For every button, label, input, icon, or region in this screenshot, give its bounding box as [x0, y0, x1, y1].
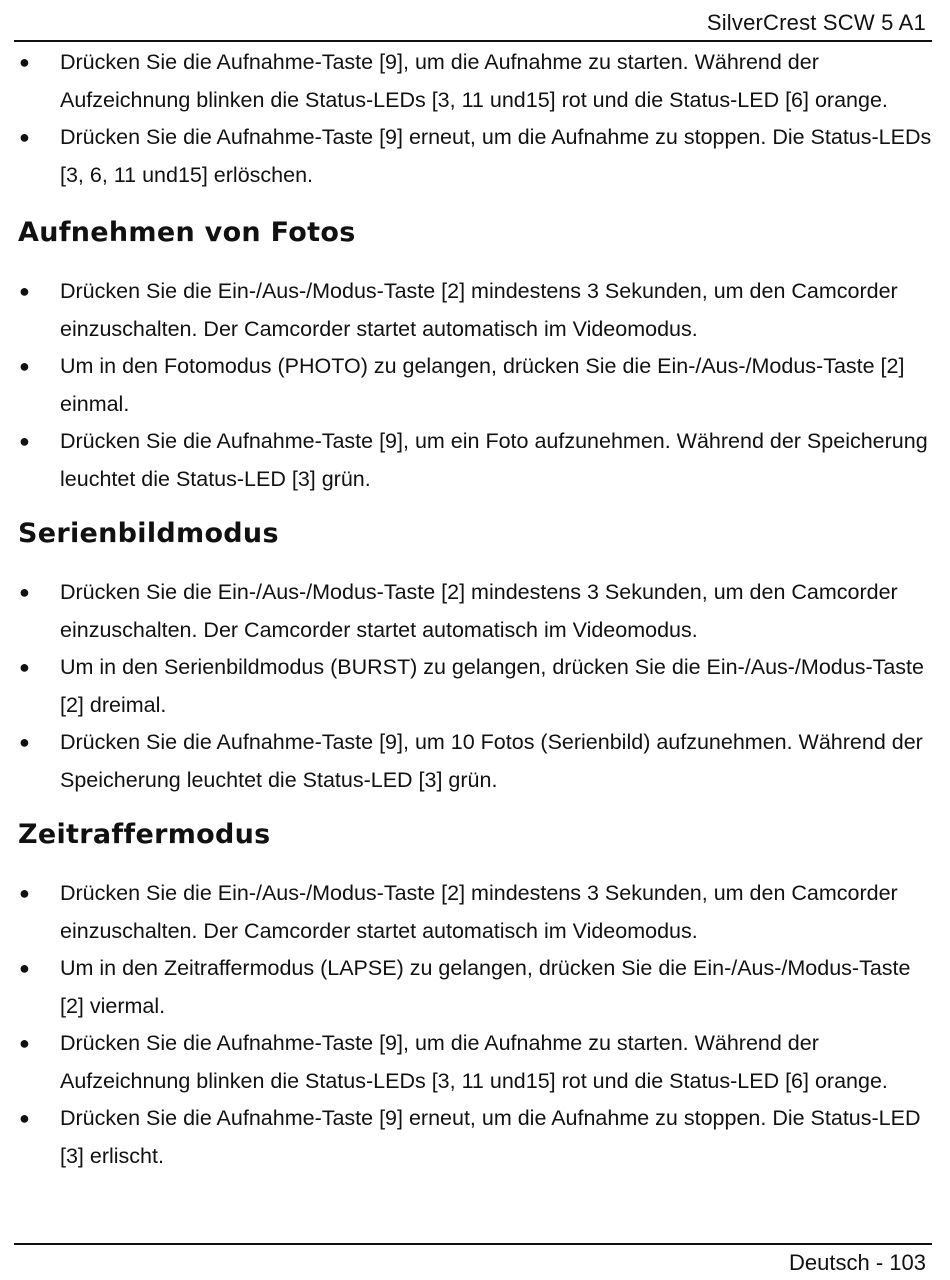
- bullet-icon: ●: [19, 582, 30, 602]
- serienbild-list: [18, 574, 932, 799]
- bullet-icon: ●: [19, 958, 30, 978]
- header-title: SilverCrest SCW 5 A1: [706, 10, 926, 35]
- bullet-icon: ●: [19, 281, 30, 301]
- footer-divider: [14, 1243, 932, 1245]
- intro-list: [18, 44, 932, 194]
- bullet-icon: ●: [19, 127, 30, 147]
- header-divider: [14, 40, 932, 42]
- list-item: ● Drücken Sie die Aufnahme-Taste [9] erneut, um die Aufnahme zu stoppen. Die Status-LEDs [3, 6, 11 und15] erlöschen.: [18, 119, 932, 194]
- section-heading-zeitraffer: Zeitraffermodus: [18, 819, 271, 850]
- list-item: ● Um in den Fotomodus (PHOTO) zu gelangen, drücken Sie die Ein-/Aus-/Modus-Taste [2] einmal.: [18, 348, 932, 423]
- bullet-icon: ●: [19, 356, 30, 376]
- list-item: ● Drücken Sie die Aufnahme-Taste [9], um ein Foto aufzunehmen. Während der Speicherung leuchtet die Status-LED [3] grün.: [18, 423, 932, 498]
- bullet-icon: ●: [19, 52, 30, 72]
- list-item: ● Drücken Sie die Aufnahme-Taste [9], um 10 Fotos (Serienbild) aufzunehmen. Während der Speicherung leuchtet die Status-LED [3] grün.: [18, 724, 932, 799]
- list-item: ● Um in den Zeitraffermodus (LAPSE) zu gelangen, drücken Sie die Ein-/Aus-/Modus-Taste [2] viermal.: [18, 950, 932, 1025]
- zeitraffer-list: [18, 875, 932, 1175]
- bullet-icon: ●: [19, 1033, 30, 1053]
- section-heading-serienbild: Serienbildmodus: [18, 518, 279, 549]
- list-item: ● Drücken Sie die Ein-/Aus-/Modus-Taste [2] mindestens 3 Sekunden, um den Camcorder einzuschalten. Der Camcorder startet automatisch im Videomodus.: [18, 875, 932, 950]
- fotos-list: [18, 273, 932, 498]
- list-item: ● Drücken Sie die Aufnahme-Taste [9], um die Aufnahme zu starten. Während der Aufzeichnung blinken die Status-LEDs [3, 11 und15] rot und die Status-LED [6] orange.: [18, 1025, 932, 1100]
- list-item: ● Drücken Sie die Aufnahme-Taste [9] erneut, um die Aufnahme zu stoppen. Die Status-LED [3] erlischt.: [18, 1100, 932, 1175]
- section-heading-fotos: Aufnehmen von Fotos: [18, 217, 356, 248]
- list-item: ● Drücken Sie die Ein-/Aus-/Modus-Taste [2] mindestens 3 Sekunden, um den Camcorder einzuschalten. Der Camcorder startet automatisch im Videomodus.: [18, 574, 932, 649]
- page-content: [18, 44, 932, 1175]
- bullet-icon: ●: [19, 883, 30, 903]
- bullet-icon: ●: [19, 657, 30, 677]
- list-item: ● Drücken Sie die Aufnahme-Taste [9], um die Aufnahme zu starten. Während der Aufzeichnung blinken die Status-LEDs [3, 11 und15] rot und die Status-LED [6] orange.: [18, 44, 932, 119]
- list-item: ● Drücken Sie die Ein-/Aus-/Modus-Taste [2] mindestens 3 Sekunden, um den Camcorder einzuschalten. Der Camcorder startet automatisch im Videomodus.: [18, 273, 932, 348]
- bullet-icon: ●: [19, 431, 30, 451]
- list-item: ● Um in den Serienbildmodus (BURST) zu gelangen, drücken Sie die Ein-/Aus-/Modus-Taste [2] dreimal.: [18, 649, 932, 724]
- page-number: Deutsch - 103: [789, 1250, 926, 1275]
- bullet-icon: ●: [19, 1108, 30, 1128]
- bullet-icon: ●: [19, 732, 30, 752]
